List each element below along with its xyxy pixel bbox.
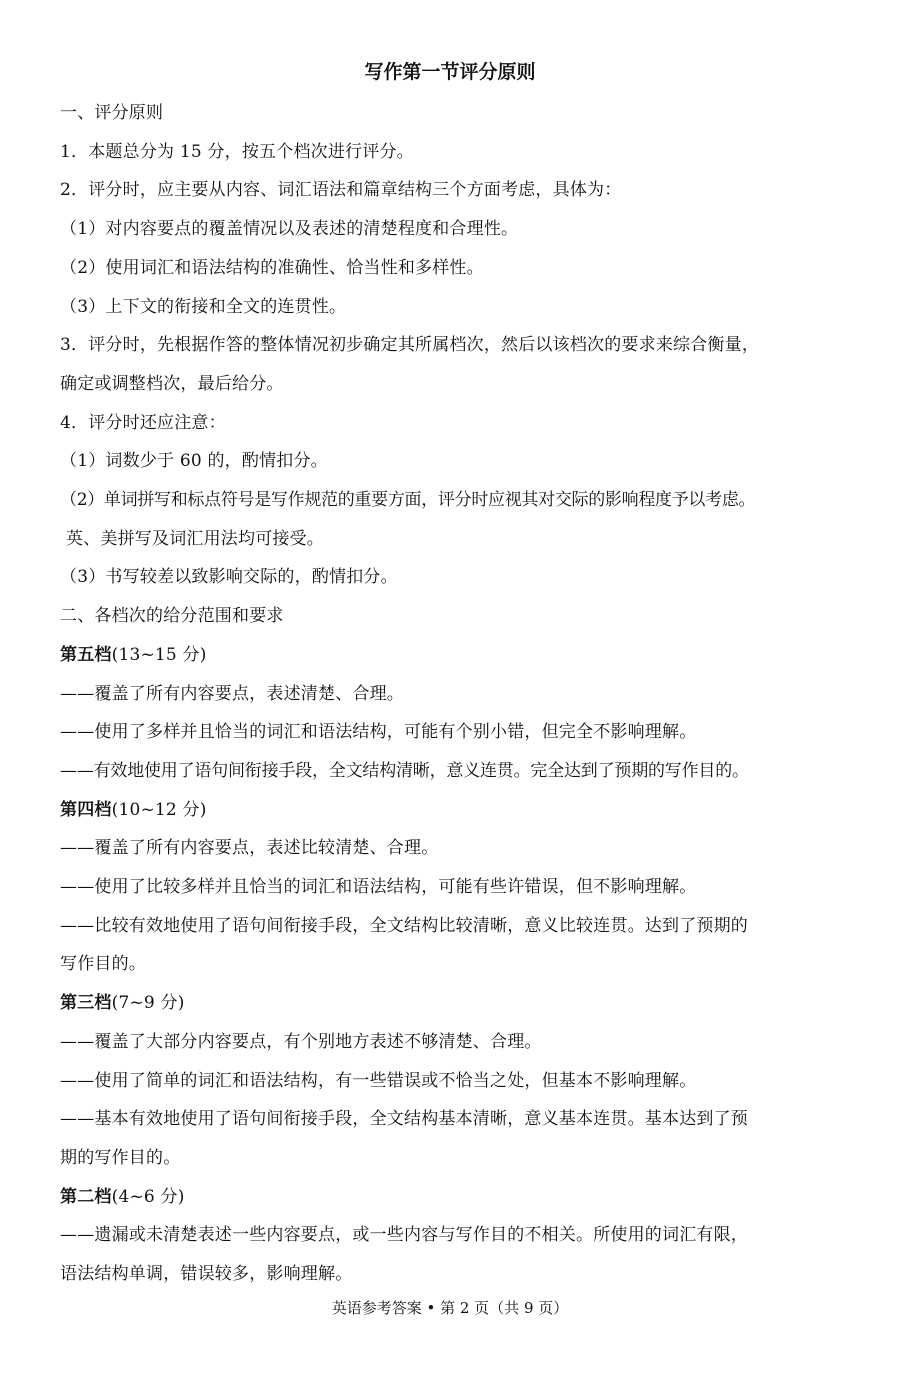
tier-5-point-2: ——使用了多样并且恰当的词汇和语法结构，可能有个别小错，但完全不影响理解。 <box>60 722 697 743</box>
principle-item-4-sub-2-line-1: （2）单词拼写和标点符号是写作规范的重要方面，评分时应视其对交际的影响程度予以考虑。 <box>60 490 756 511</box>
tier-3-name: 第三档 <box>60 993 112 1014</box>
tier-3-range: (7~9 分) <box>111 993 185 1014</box>
principle-item-4-sub-3: （3）书写较差以致影响交际的，酌情扣分。 <box>60 567 398 588</box>
principle-item-4: 4．评分时还应注意： <box>60 412 226 433</box>
tier-3-point-2: ——使用了简单的词汇和语法结构，有一些错误或不恰当之处，但基本不影响理解。 <box>60 1070 697 1091</box>
tier-2-point-1-line-2: 语法结构单调，错误较多，影响理解。 <box>60 1264 353 1285</box>
tier-3-point-1: ——覆盖了大部分内容要点，有个别地方表述不够清楚、合理。 <box>60 1031 542 1052</box>
tier-4-range: (10~12 分) <box>111 799 207 820</box>
section-heading-tier-requirements: 二、各档次的给分范围和要求 <box>60 606 284 627</box>
tier-4-point-3-line-2: 写作目的。 <box>60 954 146 975</box>
principle-item-4-sub-2-line-2: 英、美拼写及词汇用法均可接受。 <box>66 528 324 549</box>
page-footer: 英语参考答案 • 第 2 页（共 9 页） <box>331 1299 569 1317</box>
tier-2-heading <box>60 1178 860 1217</box>
tier-5-point-1: ——覆盖了所有内容要点，表述清楚、合理。 <box>60 683 404 704</box>
document-body <box>60 94 860 1294</box>
tier-3-point-3-line-2: 期的写作目的。 <box>60 1147 181 1168</box>
tier-4-point-2: ——使用了比较多样并且恰当的词汇和语法结构，可能有些许错误，但不影响理解。 <box>60 877 697 898</box>
principle-item-2-sub-2: （2）使用词汇和语法结构的准确性、恰当性和多样性。 <box>60 257 484 278</box>
tier-5-name: 第五档 <box>60 644 112 665</box>
tier-4-heading <box>60 791 860 830</box>
principle-item-4-sub-1: （1）词数少于 60 的，酌情扣分。 <box>60 451 328 472</box>
tier-3-point-3-line-1: ——基本有效地使用了语句间衔接手段，全文结构基本清晰，意义基本连贯。基本达到了预 <box>60 1109 748 1130</box>
principle-item-2: 2．评分时，应主要从内容、词汇语法和篇章结构三个方面考虑，具体为： <box>60 180 622 201</box>
principle-item-3-line-2: 确定或调整档次，最后给分。 <box>60 373 284 394</box>
tier-3-heading <box>60 984 860 1023</box>
section-heading-scoring-principles: 一、评分原则 <box>60 103 164 123</box>
tier-5-range: (13~15 分) <box>111 644 207 665</box>
principle-item-2-sub-3: （3）上下文的衔接和全文的连贯性。 <box>60 296 347 317</box>
page-title: 写作第一节评分原则 <box>364 61 536 83</box>
principle-item-1: 1．本题总分为 15 分，按五个档次进行评分。 <box>60 141 414 162</box>
principle-item-3-line-1: 3．评分时，先根据作答的整体情况初步确定其所属档次，然后以该档次的要求来综合衡量， <box>60 335 760 356</box>
tier-4-name: 第四档 <box>60 799 112 820</box>
tier-4-point-3-line-1: ——比较有效地使用了语句间衔接手段，全文结构比较清晰，意义比较连贯。达到了预期的 <box>60 915 748 936</box>
principle-item-2-sub-1: （1）对内容要点的覆盖情况以及表述的清楚程度和合理性。 <box>60 219 519 240</box>
tier-5-heading <box>60 636 860 675</box>
tier-2-name: 第二档 <box>60 1186 112 1207</box>
tier-5-point-3: ——有效地使用了语句间衔接手段，全文结构清晰，意义连贯。完全达到了预期的写作目的。 <box>60 760 749 781</box>
tier-2-point-1-line-1: ——遗漏或未清楚表述一些内容要点，或一些内容与写作目的不相关。所使用的词汇有限， <box>60 1225 748 1246</box>
tier-2-range: (4~6 分) <box>111 1186 185 1207</box>
tier-4-point-1: ——覆盖了所有内容要点，表述比较清楚、合理。 <box>60 838 439 859</box>
